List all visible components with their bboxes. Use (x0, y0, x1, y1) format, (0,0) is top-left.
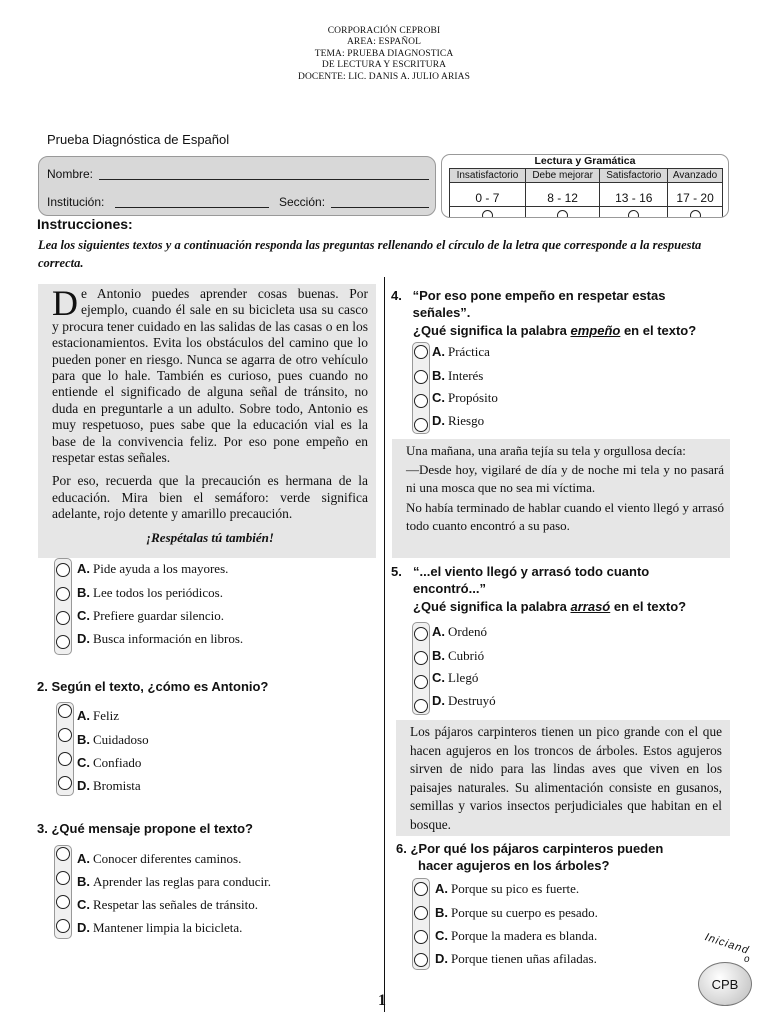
option-q4-c: C. Propósito (432, 390, 498, 405)
option-bubble-q5-d[interactable] (414, 699, 428, 713)
test-title: Prueba Diagnóstica de Español (47, 132, 230, 147)
option-q5-c: C. Llegó (432, 670, 479, 685)
reading-1-paragraph-1: De Antonio puedes aprender cosas buenas. Por ejemplo, cuando él sale en su bicicleta usa su casco y procura tener cuidado en las salidas de las casas o en los estacionamientos. Evita los obstáculos del camino que lo pueden poner en riesgo. Nunca se agarra de otro vehículo para que lo hale. También es curioso, pues cuando no entiende el significado de alguna señal de tránsito, no duda en preguntarle a un adulto. Sobre todo, Antonio es muy respetuoso, pues sabe que la educación vial es la base de la convivencia feliz. Por eso pone empeño en respetar estas señales. (52, 283, 368, 466)
option-bubble-q5-b[interactable] (414, 651, 428, 665)
option-bubble-q1-a[interactable] (56, 563, 70, 577)
option-bubble-q4-c[interactable] (414, 394, 428, 408)
score-bubble[interactable] (628, 210, 639, 218)
option-bubble-q3-b[interactable] (56, 871, 70, 885)
reading-2-paragraph-2: —Desde hoy, vigilaré de día y de noche mi tela y no pasará ni una mosca que no sea mi víctima. (406, 462, 724, 495)
option-bubble-q4-b[interactable] (414, 370, 428, 384)
logo-tail-text: o (744, 954, 750, 965)
cpb-logo (694, 931, 760, 1008)
option-bubble-q5-c[interactable] (414, 675, 428, 689)
option-bubble-q1-c[interactable] (56, 611, 70, 625)
option-q1-b: B. Lee todos los periódicos. (77, 585, 223, 600)
column-divider (384, 277, 385, 1012)
institution-label: Institución: (47, 195, 105, 209)
score-category: Insatisfactorio (450, 169, 526, 183)
reading-text-1 (38, 284, 376, 558)
section-field[interactable] (331, 207, 429, 208)
header-area: AREA: ESPAÑOL (346, 37, 422, 48)
reading-3-paragraph-1: Los pájaros carpinteros tienen un pico grande con el que hacen agujeros en los troncos de árboles. Estos agujeros sirven de nido para las lindas aves que viven en los paisajes naturales. Su alimentación consiste en gusanos, semillas y varios insectos perjudiciales que habitan en el bosque. (410, 724, 722, 832)
question-2: 2. Según el texto, ¿cómo es Antonio? (37, 679, 269, 694)
reading-text-3 (396, 720, 730, 836)
question-4-ask: ¿Qué significa la palabra empeño en el texto? (413, 323, 697, 338)
instructions-text: Lea los siguientes textos y a continuación responda las preguntas rellenando el círculo de la letra que corresponde a la respuesta correcta. (38, 238, 702, 270)
reading-text-2 (392, 439, 730, 558)
option-q6-a: A. Porque su pico es fuerte. (435, 881, 580, 896)
option-q3-a: A. Conocer diferentes caminos. (77, 851, 242, 866)
option-bubble-q2-a[interactable] (58, 704, 72, 718)
option-q1-c: C. Prefiere guardar silencio. (77, 608, 225, 623)
option-bubble-q6-c[interactable] (414, 930, 428, 944)
question-3: 3. ¿Qué mensaje propone el texto? (37, 821, 253, 836)
option-q2-b: B. Cuidadoso (77, 732, 149, 747)
score-range: 8 - 12 (525, 183, 600, 207)
option-q2-c: C. Confiado (77, 755, 142, 770)
option-q4-a: A. Práctica (432, 344, 490, 359)
instructions-heading: Instrucciones: (37, 216, 133, 232)
name-label: Nombre: (47, 167, 94, 181)
question-6: 6. ¿Por qué los pájaros carpinteros pueden hacer agujeros en los árboles? (396, 841, 664, 873)
header-corporation: CORPORACIÓN CEPROBI (327, 26, 441, 36)
option-q3-c: C. Respetar las señales de tránsito. (77, 897, 258, 912)
option-q3-b: B. Aprender las reglas para conducir. (77, 874, 271, 889)
score-range: 17 - 20 (668, 183, 723, 207)
option-bubble-q1-d[interactable] (56, 635, 70, 649)
reading-1-paragraph-2: Por eso, recuerda que la precaución es hermana de la educación. Mira bien el semáforo: verde significa adelante, rojo detente y amarillo precaución. (52, 473, 368, 522)
document-header (0, 26, 768, 83)
reading-2-paragraph-1: Una mañana, una araña tejía su tela y orgullosa decía: (406, 443, 686, 458)
header-topic: TEMA: PRUEBA DIAGNOSTICA (314, 48, 454, 59)
option-bubble-q6-a[interactable] (414, 882, 428, 896)
reading-2-paragraph-3: No había terminado de hablar cuando el viento llegó y arrasó todo cuanto encontró a su paso. (406, 500, 724, 533)
score-table (449, 168, 723, 218)
student-info-box (38, 156, 436, 216)
score-bubble[interactable] (482, 210, 493, 218)
option-q4-b: B. Interés (432, 368, 484, 383)
option-bubble-q3-a[interactable] (56, 847, 70, 861)
option-bubble-q3-c[interactable] (56, 895, 70, 909)
option-q5-d: D. Destruyó (432, 693, 496, 708)
page-number: 1 (378, 992, 386, 1009)
option-bubble-q5-a[interactable] (414, 627, 428, 641)
question-5-ask: ¿Qué significa la palabra arrasó en el texto? (413, 599, 687, 614)
option-bubble-q1-b[interactable] (56, 587, 70, 601)
header-topic-cont: DE LECTURA Y ESCRITURA (321, 60, 447, 71)
logo-arc-text: Iniciand (703, 931, 751, 957)
header-teacher: DOCENTE: LIC. DANIS A. JULIO ARIAS (297, 71, 471, 82)
question-5-quote: “...el viento llegó y arrasó todo cuanto encontró...” (413, 564, 650, 596)
drop-cap: D (52, 283, 78, 323)
option-q4-d: D. Riesgo (432, 413, 485, 428)
option-bubble-q4-d[interactable] (414, 418, 428, 432)
name-field[interactable] (99, 179, 429, 180)
score-range: 0 - 7 (450, 183, 526, 207)
score-bubble[interactable] (690, 210, 701, 218)
option-q5-a: A. Ordenó (432, 624, 487, 639)
option-q5-b: B. Cubrió (432, 648, 485, 663)
option-bubble-q2-c[interactable] (58, 752, 72, 766)
option-q6-d: D. Porque tienen uñas afiladas. (435, 951, 597, 966)
score-title: Lectura y Gramática (534, 155, 636, 167)
option-bubble-q2-b[interactable] (58, 728, 72, 742)
score-bubble[interactable] (557, 210, 568, 218)
option-q6-b: B. Porque su cuerpo es pesado. (435, 905, 598, 920)
logo-circle (698, 962, 752, 1006)
question-5: 5. “...el viento llegó y arrasó todo cuanto encontró...” ¿Qué significa la palabra arrasó en el texto? (391, 563, 721, 615)
score-range: 13 - 16 (600, 183, 668, 207)
option-bubble-q6-b[interactable] (414, 906, 428, 920)
option-bubble-q6-d[interactable] (414, 953, 428, 967)
reading-1-motto: ¡Respétalas tú también! (146, 529, 274, 545)
score-category: Debe mejorar (525, 169, 600, 183)
option-q2-d: D. Bromista (77, 778, 141, 793)
question-4-quote: “Por eso pone empeño en respetar estas señales”. (412, 288, 666, 320)
score-category: Avanzado (668, 169, 723, 183)
option-q3-d: D. Mantener limpia la bicicleta. (77, 920, 243, 935)
option-q1-d: D. Busca información en libros. (77, 631, 244, 646)
institution-field[interactable] (115, 207, 269, 208)
logo-center-text: CPB (711, 976, 739, 992)
score-rubric (441, 154, 729, 218)
section-label: Sección: (279, 195, 326, 209)
question-4: 4. “Por eso pone empeño en respetar estas señales”. ¿Qué significa la palabra empeño en el texto? (391, 287, 721, 339)
option-q1-a: A. Pide ayuda a los mayores. (77, 561, 229, 576)
option-bubble-q3-d[interactable] (56, 919, 70, 933)
option-bubble-q4-a[interactable] (414, 345, 428, 359)
option-q6-c: C. Porque la madera es blanda. (435, 928, 598, 943)
option-bubble-q2-d[interactable] (58, 776, 72, 790)
option-q2-a: A. Feliz (77, 708, 119, 723)
score-category: Satisfactorio (600, 169, 668, 183)
